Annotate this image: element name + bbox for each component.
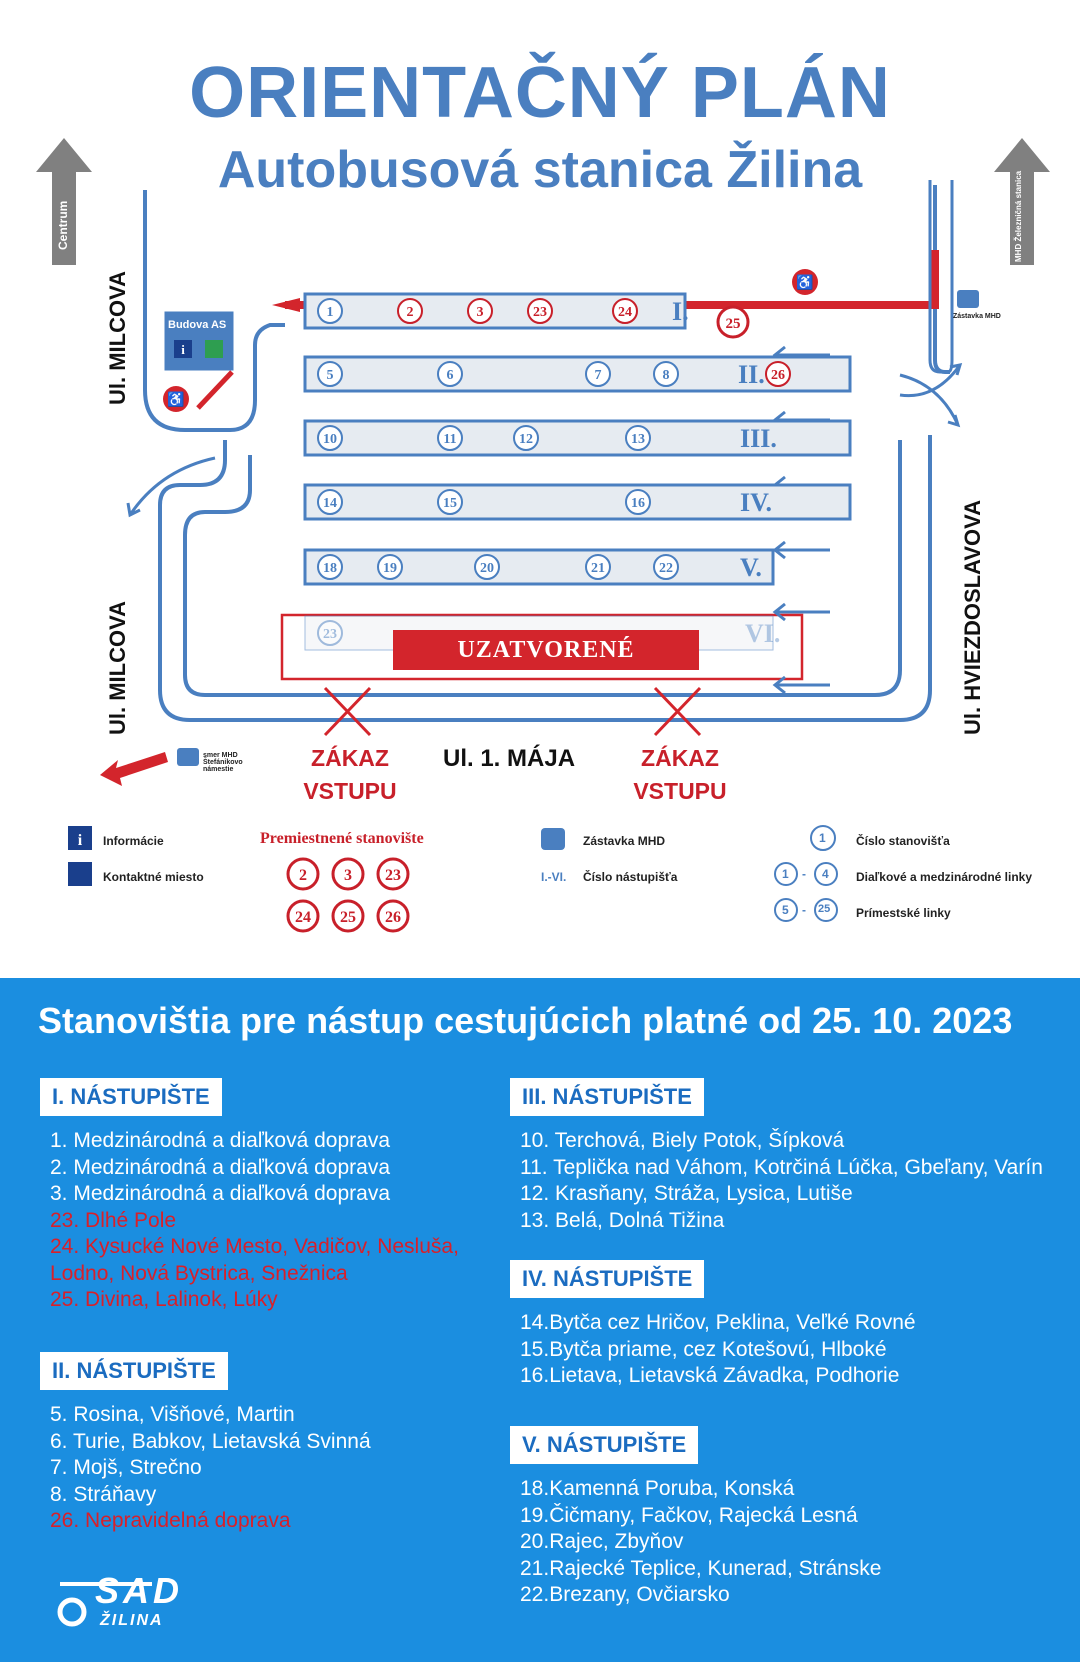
schedule-line: 25. Divina, Lalinok, Lúky (50, 1288, 278, 1311)
schedule-line: Lodno, Nová Bystrica, Snežnica (50, 1261, 348, 1285)
building-label: Budova AS (168, 319, 227, 331)
platform-label: I. (672, 297, 689, 326)
relocated-number: 3 (344, 867, 352, 884)
schedule-line: 3. Medzinárodná a diaľková doprava (50, 1182, 391, 1205)
stop-number-25: 25 (725, 316, 741, 332)
mhd-stop-label: Zástavka MHD (953, 313, 1001, 320)
schedule-line: 18.Kamenná Poruba, Konská (520, 1477, 795, 1500)
platform-label: II. (738, 360, 765, 389)
platform-label: IV. (740, 488, 773, 517)
road-hviezdoslavova: Ul. HVIEZDOSLAVOVA (960, 499, 985, 735)
schedule-line: 8. Stráňavy (50, 1482, 157, 1506)
svg-text:i: i (181, 342, 185, 357)
stop-number: 1 (326, 305, 334, 320)
no-entry-left: ZÁKAZ VSTUPU (303, 745, 397, 804)
stop-number: 15 (443, 496, 457, 511)
stop-number: 23 (323, 627, 337, 642)
platform-5 (305, 550, 773, 584)
svg-text:♿: ♿ (167, 391, 185, 407)
exit-arrow (100, 752, 168, 786)
legend-sub-dash: - (802, 903, 806, 917)
schedule-line: 19.Čičmany, Fačkov, Rajecká Lesná (520, 1503, 858, 1527)
mhd-station-label: MHD Železničná stanica (1014, 170, 1023, 262)
section-list-ii (50, 1402, 371, 1535)
bus-stop-icon-left (177, 748, 199, 766)
legend-contact: Kontaktné miesto (103, 870, 204, 884)
legend-stop-example: 1 (819, 831, 826, 845)
legend-relocated-title: Premiestnené stanovište (260, 830, 424, 847)
page-title: ORIENTAČNÝ PLÁN (189, 53, 891, 133)
schedule-title: Stanovištia pre nástup cestujúcich platné od 25. 10. 2023 (38, 1000, 1013, 1041)
schedule-line: 2. Medzinárodná a diaľková doprava (50, 1155, 391, 1179)
legend-ld-to: 4 (822, 867, 829, 881)
schedule-line: 15.Bytča priame, cez Kotešovú, Hlboké (520, 1337, 887, 1361)
stop-number: 26 (771, 368, 785, 383)
mhd-stop-left-label: smer MHD Štefánikovo námestie (203, 752, 243, 773)
schedule-line: 11. Teplička nad Váhom, Kotrčiná Lúčka, Gbeľany, Varín (520, 1155, 1043, 1179)
stop-number: 8 (662, 368, 670, 383)
schedule-line: 14.Bytča cez Hričov, Peklina, Veľké Rovné (520, 1311, 916, 1334)
schedule-line: 23. Dlhé Pole (50, 1208, 177, 1232)
section-header-v: V. NÁSTUPIŠTE (510, 1426, 698, 1464)
stop-number: 18 (323, 561, 337, 576)
legend-info: Informácie (103, 834, 164, 848)
schedule-line: 7. Mojš, Strečno (50, 1456, 202, 1479)
entry-arrowhead (272, 298, 300, 312)
logo-city: ŽILINA (100, 1612, 164, 1629)
legend-ld-from: 1 (782, 867, 789, 881)
legend-sub-from: 5 (782, 903, 789, 917)
section-header-i: I. NÁSTUPIŠTE (40, 1078, 222, 1116)
stop-number: 10 (323, 432, 337, 447)
stop-number: 5 (326, 368, 334, 383)
stop-number: 12 (519, 432, 533, 447)
no-entry-right: ZÁKAZ VSTUPU (633, 745, 727, 804)
legend-ld-desc: Diaľkové a medzinárodné linky (856, 870, 1033, 884)
closed-banner: UZATVORENÉ (393, 630, 699, 670)
page-subtitle: Autobusová stanica Žilina (217, 141, 863, 199)
stop-number: 19 (383, 561, 397, 576)
svg-text:♿: ♿ (796, 274, 814, 290)
stop-number: 24 (618, 305, 632, 320)
platform-label: V. (740, 553, 762, 582)
stop-number: 16 (631, 496, 645, 511)
section-header-iii: III. NÁSTUPIŠTE (510, 1078, 704, 1116)
legend-mhd: Zástavka MHD (583, 834, 666, 848)
building-ramp (198, 372, 232, 408)
stop-number: 23 (533, 305, 547, 320)
stop-number: 2 (406, 305, 414, 320)
platform-label: III. (740, 424, 777, 453)
schedule-line: 10. Terchová, Biely Potok, Šípková (520, 1129, 845, 1152)
legend-sub-desc: Prímestské linky (856, 906, 951, 920)
section-list-i (50, 1128, 459, 1314)
stop-number: 14 (323, 496, 337, 511)
legend-platform-desc: Číslo nástupišťa (583, 870, 678, 884)
relocated-number: 25 (340, 909, 356, 926)
road-milcova-bottom: Ul. MILCOVA (105, 600, 130, 735)
legend-contact-icon (68, 862, 92, 886)
relocated-number: 24 (295, 909, 311, 926)
road-1-maja: Ul. 1. MÁJA (443, 745, 576, 772)
schedule-line: 26. Nepravidelná doprava (50, 1509, 291, 1532)
legend-bus-icon (541, 828, 565, 850)
stop-number: 6 (446, 368, 454, 383)
relocated-number: 26 (385, 909, 401, 926)
schedule-line: 12. Krasňany, Stráža, Lysica, Lutiše (520, 1182, 853, 1205)
schedule-line: 6. Turie, Babkov, Lietavská Svinná (50, 1429, 371, 1453)
stop-number: 22 (659, 561, 673, 576)
bus-stop-icon (957, 290, 979, 308)
section-list-v (520, 1476, 882, 1609)
legend-stop-desc: Číslo stanovišťa (856, 834, 950, 848)
schedule-line: 16.Lietava, Lietavská Závadka, Podhorie (520, 1364, 900, 1387)
stop-number: 13 (631, 432, 645, 447)
stop-number: 21 (591, 561, 605, 576)
relocated-number: 23 (385, 867, 401, 884)
section-list-iii (520, 1128, 1043, 1234)
legend-platform-range: I.-VI. (541, 870, 567, 884)
schedule-line: 5. Rosina, Višňové, Martin (50, 1403, 295, 1426)
section-list-iv (520, 1310, 916, 1390)
legend-sub-to: 25 (818, 903, 831, 915)
section-header-iv: IV. NÁSTUPIŠTE (510, 1260, 704, 1298)
stop-number: 11 (443, 432, 457, 447)
contact-icon (205, 340, 223, 358)
schedule-line: 21.Rajecké Teplice, Kunerad, Stránske (520, 1556, 882, 1580)
schedule-line: 20.Rajec, Zbyňov (520, 1530, 684, 1553)
stop-number: 20 (480, 561, 494, 576)
schedule-line: 13. Belá, Dolná Tižina (520, 1208, 725, 1232)
road-milcova-top: Ul. MILCOVA (105, 270, 130, 405)
stop-number: 3 (476, 305, 484, 320)
schedule-line: 1. Medzinárodná a diaľková doprava (50, 1129, 391, 1152)
stop-number: 7 (594, 368, 602, 383)
schedule-line: 22.Brezany, Ovčiarsko (520, 1583, 730, 1606)
legend-ld-dash: - (802, 867, 806, 881)
platform-label: VI. (745, 619, 781, 648)
section-header-ii: II. NÁSTUPIŠTE (40, 1352, 228, 1390)
logo-text: SAD (95, 1570, 184, 1611)
schedule-line: 24. Kysucké Nové Mesto, Vadičov, Nesluša, (50, 1235, 459, 1258)
svg-text:i: i (77, 832, 83, 849)
centrum-label: Centrum (56, 200, 70, 250)
relocated-number: 2 (299, 867, 307, 884)
